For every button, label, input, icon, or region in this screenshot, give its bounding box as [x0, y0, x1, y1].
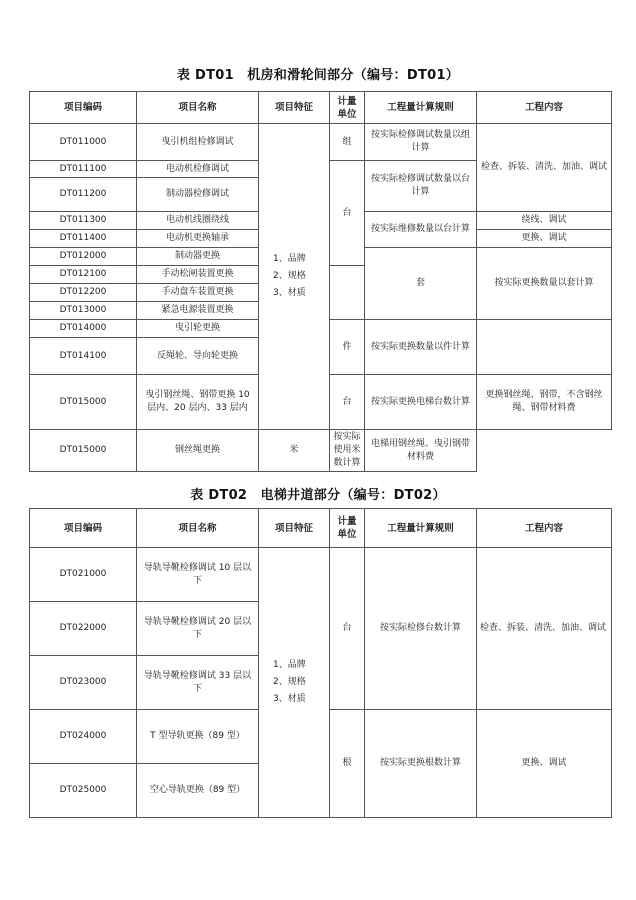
rule-cell: 按实际更换数量以件计算	[365, 320, 477, 375]
table-row	[30, 124, 612, 161]
rule-cell: 按实际使用米数计算	[330, 430, 365, 472]
rule-cell: 按实际检修调试数量以组计算	[365, 124, 477, 161]
item-name: 钢丝绳更换	[137, 430, 259, 472]
item-code: DT011400	[30, 230, 137, 248]
item-name: 手动松闸装置更换	[137, 266, 259, 284]
feature-brand: 1、品牌	[273, 254, 306, 264]
header-row	[30, 509, 612, 548]
table-dt01	[29, 91, 612, 472]
feature-material: 3、材质	[273, 288, 306, 298]
header-rule: 工程量计算规则	[365, 509, 477, 548]
item-name: 电动机检修调试	[137, 161, 259, 178]
item-name: 电动机更换轴承	[137, 230, 259, 248]
header-content: 工程内容	[477, 509, 612, 548]
item-name: 反绳轮、导向轮更换	[137, 338, 259, 375]
item-code: DT014100	[30, 338, 137, 375]
item-code: DT011300	[30, 212, 137, 230]
item-name: 导轨导靴检修调试 33 层以下	[137, 656, 259, 710]
unit-cell: 件	[330, 320, 365, 375]
table-dt02	[29, 508, 612, 818]
item-name: 曳引机组检修调试	[137, 124, 259, 161]
feature-spec: 2、规格	[273, 677, 306, 687]
unit-cell: 台	[330, 375, 365, 430]
feature-spec: 2、规格	[273, 271, 306, 281]
header-rule: 工程量计算规则	[365, 92, 477, 124]
item-name: 导轨导靴检修调试 10 层以下	[137, 548, 259, 602]
unit-cell: 台	[330, 548, 365, 710]
item-name: 紧急电源装置更换	[137, 302, 259, 320]
item-code: DT011200	[30, 178, 137, 212]
item-code: DT013000	[30, 302, 137, 320]
item-code: DT025000	[30, 764, 137, 818]
item-code: DT015000	[30, 375, 137, 430]
item-code: DT011100	[30, 161, 137, 178]
item-code: DT012100	[30, 266, 137, 284]
item-name: 曳引轮更换	[137, 320, 259, 338]
item-name: 制动器更换	[137, 248, 259, 266]
table-row	[30, 430, 612, 472]
item-code: DT014000	[30, 320, 137, 338]
rule-cell: 按实际检修调试数量以台计算	[365, 161, 477, 212]
rule-cell: 按实际更换根数计算	[365, 710, 477, 818]
item-name: 导轨导靴检修调试 20 层以下	[137, 602, 259, 656]
table2-caption: 表 DT02 电梯井道部分（编号：DT02）	[190, 488, 446, 503]
item-code: DT023000	[30, 656, 137, 710]
table1-caption: 表 DT01 机房和滑轮间部分（编号：DT01）	[176, 68, 460, 83]
item-name: T 型导轨更换（89 型）	[137, 710, 259, 764]
content-cell: 更换钢丝绳、钢带，不含钢丝绳、钢带材料费	[477, 375, 612, 430]
feature-brand: 1、品牌	[273, 660, 306, 670]
header-name: 项目名称	[137, 92, 259, 124]
unit-cell: 套	[365, 248, 477, 320]
item-features	[259, 124, 330, 430]
content-cell: 检查、拆装、清洗、加油、调试	[477, 548, 612, 710]
feature-material: 3、材质	[273, 694, 306, 704]
item-code: DT024000	[30, 710, 137, 764]
table-row	[30, 548, 612, 602]
unit-cell: 台	[330, 161, 365, 266]
item-code: DT012000	[30, 248, 137, 266]
rule-cell: 按实际检修台数计算	[365, 548, 477, 710]
header-unit: 计量单位	[330, 92, 365, 124]
unit-cell: 根	[330, 710, 365, 818]
unit-cell: 米	[259, 430, 330, 472]
header-unit: 计量单位	[330, 509, 365, 548]
item-code: DT022000	[30, 602, 137, 656]
rule-cell: 按实际更换电梯台数计算	[365, 375, 477, 430]
item-code: DT015000	[30, 430, 137, 472]
header-feature: 项目特征	[259, 92, 330, 124]
header-code: 项目编码	[30, 92, 137, 124]
item-name: 手动盘车装置更换	[137, 284, 259, 302]
item-code: DT011000	[30, 124, 137, 161]
content-cell: 绕线、调试	[477, 212, 612, 230]
rule-cell: 按实际更换数量以套计算	[477, 248, 612, 320]
header-feature: 项目特征	[259, 509, 330, 548]
unit-cell: 组	[330, 124, 365, 161]
item-name: 制动器检修调试	[137, 178, 259, 212]
header-row	[30, 92, 612, 124]
item-name: 空心导轨更换（89 型）	[137, 764, 259, 818]
item-features	[259, 548, 330, 818]
item-code: DT021000	[30, 548, 137, 602]
content-cell: 检查、拆装、清洗、加油、调试	[477, 124, 612, 212]
content-cell: 电梯用钢丝绳、曳引钢带材料费	[365, 430, 477, 472]
header-name: 项目名称	[137, 509, 259, 548]
content-cell: 更换、调试	[477, 710, 612, 818]
item-code: DT012200	[30, 284, 137, 302]
content-cell: 更换、调试	[477, 230, 612, 248]
header-content: 工程内容	[477, 92, 612, 124]
item-name: 电动机线圈绕线	[137, 212, 259, 230]
header-code: 项目编码	[30, 509, 137, 548]
rule-cell: 按实际维修数量以台计算	[365, 212, 477, 248]
item-name: 曳引钢丝绳、钢带更换 10 层内、20 层内、33 层内	[137, 375, 259, 430]
